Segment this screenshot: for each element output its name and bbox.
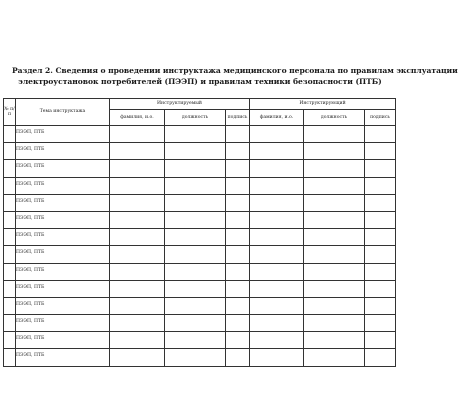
- row-instructed-name-cell: [110, 297, 165, 314]
- row-instructed-position-cell: [165, 194, 226, 211]
- row-instructed-name-cell: [110, 315, 165, 332]
- row-topic-label: ПЭЭП, ПТБ: [16, 164, 45, 170]
- row-topic-cell: [16, 229, 110, 246]
- table-row: [4, 263, 396, 280]
- column-group-instructor: Инструктирующий: [250, 99, 396, 110]
- row-topic-label: ПЭЭП, ПТБ: [16, 336, 45, 342]
- column-header-instructor-name: фамилия, и.о.: [250, 110, 304, 126]
- table-row: [4, 126, 396, 143]
- row-instructed-name-cell: [110, 194, 165, 211]
- row-instructed-signature-cell: [226, 229, 250, 246]
- table-row: [4, 246, 396, 263]
- row-instructed-signature-cell: [226, 211, 250, 228]
- row-instructed-position-cell: [165, 160, 226, 177]
- row-instructed-name-cell: [110, 332, 165, 349]
- row-instructed-name-cell: [110, 263, 165, 280]
- row-instructed-position-cell: [165, 246, 226, 263]
- row-topic-label: ПЭЭП, ПТБ: [16, 130, 45, 135]
- row-instructed-position-cell: [165, 143, 226, 160]
- table-row: [4, 211, 396, 228]
- row-number-cell: [4, 160, 16, 177]
- row-topic-label: ПЭЭП, ПТБ: [16, 353, 45, 359]
- row-number-cell: [4, 126, 16, 143]
- row-topic-cell: [16, 211, 110, 228]
- row-number-cell: [4, 143, 16, 160]
- row-instructed-signature-cell: [226, 143, 250, 160]
- row-instructed-signature-cell: [226, 280, 250, 297]
- column-header-instructed-position: должность: [165, 110, 226, 126]
- row-instructor-name-cell: [250, 160, 304, 177]
- row-instructor-position-cell: [304, 229, 365, 246]
- title-line-1: Раздел 2. Сведения о проведении инструктажа медицинского персонала по правилам эксплуатации: [12, 66, 458, 75]
- row-topic-cell: [16, 263, 110, 280]
- table-row: [4, 194, 396, 211]
- row-instructor-signature-cell: [365, 143, 396, 160]
- row-instructor-name-cell: [250, 280, 304, 297]
- row-instructed-name-cell: [110, 160, 165, 177]
- column-header-instructor-position: должность: [304, 110, 365, 126]
- row-instructed-signature-cell: [226, 160, 250, 177]
- column-header-number: № п/п: [4, 99, 16, 126]
- title-line-2: электроустановок потребителей (ПЭЭП) и правилам техники безопасности (ПТБ): [18, 77, 382, 86]
- row-instructed-position-cell: [165, 280, 226, 297]
- column-header-topic: Тема инструктажа: [16, 99, 110, 126]
- row-instructor-name-cell: [250, 263, 304, 280]
- row-instructed-signature-cell: [226, 126, 250, 143]
- row-instructed-position-cell: [165, 297, 226, 314]
- row-instructor-name-cell: [250, 194, 304, 211]
- table-body: [4, 126, 396, 367]
- row-number-cell: [4, 315, 16, 332]
- row-topic-label: ПЭЭП, ПТБ: [16, 301, 45, 307]
- row-instructed-signature-cell: [226, 349, 250, 366]
- row-instructed-position-cell: [165, 315, 226, 332]
- row-instructor-position-cell: [304, 126, 365, 143]
- row-instructed-signature-cell: [226, 177, 250, 194]
- row-instructor-position-cell: [304, 280, 365, 297]
- row-instructed-name-cell: [110, 349, 165, 366]
- row-instructed-position-cell: [165, 229, 226, 246]
- row-instructed-name-cell: [110, 246, 165, 263]
- row-topic-label: ПЭЭП, ПТБ: [16, 250, 45, 256]
- row-topic-cell: [16, 143, 110, 160]
- row-instructor-position-cell: [304, 263, 365, 280]
- row-instructed-position-cell: [165, 349, 226, 366]
- table-row: [4, 160, 396, 177]
- row-instructed-name-cell: [110, 143, 165, 160]
- row-topic-label: ПЭЭП, ПТБ: [16, 215, 45, 221]
- row-instructed-position-cell: [165, 126, 226, 143]
- row-instructor-name-cell: [250, 349, 304, 366]
- row-topic-cell: [16, 280, 110, 297]
- row-instructor-name-cell: [250, 229, 304, 246]
- table-row: [4, 297, 396, 314]
- table-row: [4, 177, 396, 194]
- row-instructor-name-cell: [250, 211, 304, 228]
- row-number-cell: [4, 229, 16, 246]
- row-instructor-signature-cell: [365, 315, 396, 332]
- table-row: [4, 349, 396, 366]
- row-instructed-signature-cell: [226, 246, 250, 263]
- header-row-groups: [4, 99, 396, 110]
- row-instructor-signature-cell: [365, 194, 396, 211]
- row-instructor-name-cell: [250, 315, 304, 332]
- row-instructor-position-cell: [304, 315, 365, 332]
- row-instructed-signature-cell: [226, 194, 250, 211]
- column-header-instructed-name: фамилия, и.о.: [110, 110, 165, 126]
- row-number-cell: [4, 332, 16, 349]
- row-instructor-name-cell: [250, 246, 304, 263]
- row-instructed-name-cell: [110, 280, 165, 297]
- row-instructor-position-cell: [304, 246, 365, 263]
- row-instructor-name-cell: [250, 126, 304, 143]
- row-topic-cell: [16, 194, 110, 211]
- row-number-cell: [4, 211, 16, 228]
- row-number-cell: [4, 297, 16, 314]
- row-instructor-signature-cell: [365, 211, 396, 228]
- page-title: [12, 65, 458, 87]
- row-instructor-signature-cell: [365, 297, 396, 314]
- row-instructor-signature-cell: [365, 280, 396, 297]
- row-instructor-name-cell: [250, 177, 304, 194]
- row-number-cell: [4, 280, 16, 297]
- row-instructed-signature-cell: [226, 263, 250, 280]
- row-instructed-position-cell: [165, 177, 226, 194]
- row-instructor-position-cell: [304, 160, 365, 177]
- row-number-cell: [4, 246, 16, 263]
- row-number-cell: [4, 194, 16, 211]
- table-row: [4, 315, 396, 332]
- row-instructed-name-cell: [110, 126, 165, 143]
- row-topic-cell: [16, 246, 110, 263]
- row-topic-cell: [16, 126, 110, 143]
- row-instructor-name-cell: [250, 332, 304, 349]
- row-instructor-position-cell: [304, 194, 365, 211]
- column-group-instructed: Инструктируемый: [110, 99, 250, 110]
- row-topic-cell: [16, 177, 110, 194]
- row-instructor-signature-cell: [365, 229, 396, 246]
- row-topic-cell: [16, 297, 110, 314]
- row-topic-label: ПЭЭП, ПТБ: [16, 147, 45, 153]
- row-topic-cell: [16, 349, 110, 366]
- column-header-instructed-signature: подпись: [226, 110, 250, 126]
- row-instructor-signature-cell: [365, 349, 396, 366]
- row-instructor-signature-cell: [365, 263, 396, 280]
- row-instructor-position-cell: [304, 211, 365, 228]
- row-instructor-signature-cell: [365, 160, 396, 177]
- column-header-instructor-signature: подпись: [365, 110, 396, 126]
- row-instructed-signature-cell: [226, 332, 250, 349]
- row-instructed-name-cell: [110, 177, 165, 194]
- row-topic-label: ПЭЭП, ПТБ: [16, 284, 45, 290]
- row-topic-label: ПЭЭП, ПТБ: [16, 198, 45, 204]
- table-row: [4, 229, 396, 246]
- row-instructed-position-cell: [165, 263, 226, 280]
- table-row: [4, 280, 396, 297]
- row-topic-cell: [16, 315, 110, 332]
- instruction-log-table: [3, 98, 396, 367]
- row-topic-label: ПЭЭП, ПТБ: [16, 233, 45, 239]
- row-topic-cell: [16, 160, 110, 177]
- row-instructor-name-cell: [250, 297, 304, 314]
- row-instructed-position-cell: [165, 332, 226, 349]
- row-topic-cell: [16, 332, 110, 349]
- row-topic-label: ПЭЭП, ПТБ: [16, 267, 45, 273]
- table-row: [4, 143, 396, 160]
- row-instructor-position-cell: [304, 177, 365, 194]
- table-row: [4, 332, 396, 349]
- row-instructed-position-cell: [165, 211, 226, 228]
- row-topic-label: ПЭЭП, ПТБ: [16, 319, 45, 325]
- row-instructor-signature-cell: [365, 126, 396, 143]
- row-instructed-name-cell: [110, 211, 165, 228]
- row-topic-label: ПЭЭП, ПТБ: [16, 181, 45, 187]
- row-instructor-signature-cell: [365, 246, 396, 263]
- row-instructor-position-cell: [304, 349, 365, 366]
- row-instructor-signature-cell: [365, 177, 396, 194]
- row-instructor-position-cell: [304, 297, 365, 314]
- row-instructor-position-cell: [304, 143, 365, 160]
- row-instructed-signature-cell: [226, 297, 250, 314]
- row-instructor-name-cell: [250, 143, 304, 160]
- row-number-cell: [4, 263, 16, 280]
- row-instructor-signature-cell: [365, 332, 396, 349]
- row-instructor-position-cell: [304, 332, 365, 349]
- row-instructed-signature-cell: [226, 315, 250, 332]
- row-number-cell: [4, 349, 16, 366]
- row-instructed-name-cell: [110, 229, 165, 246]
- row-number-cell: [4, 177, 16, 194]
